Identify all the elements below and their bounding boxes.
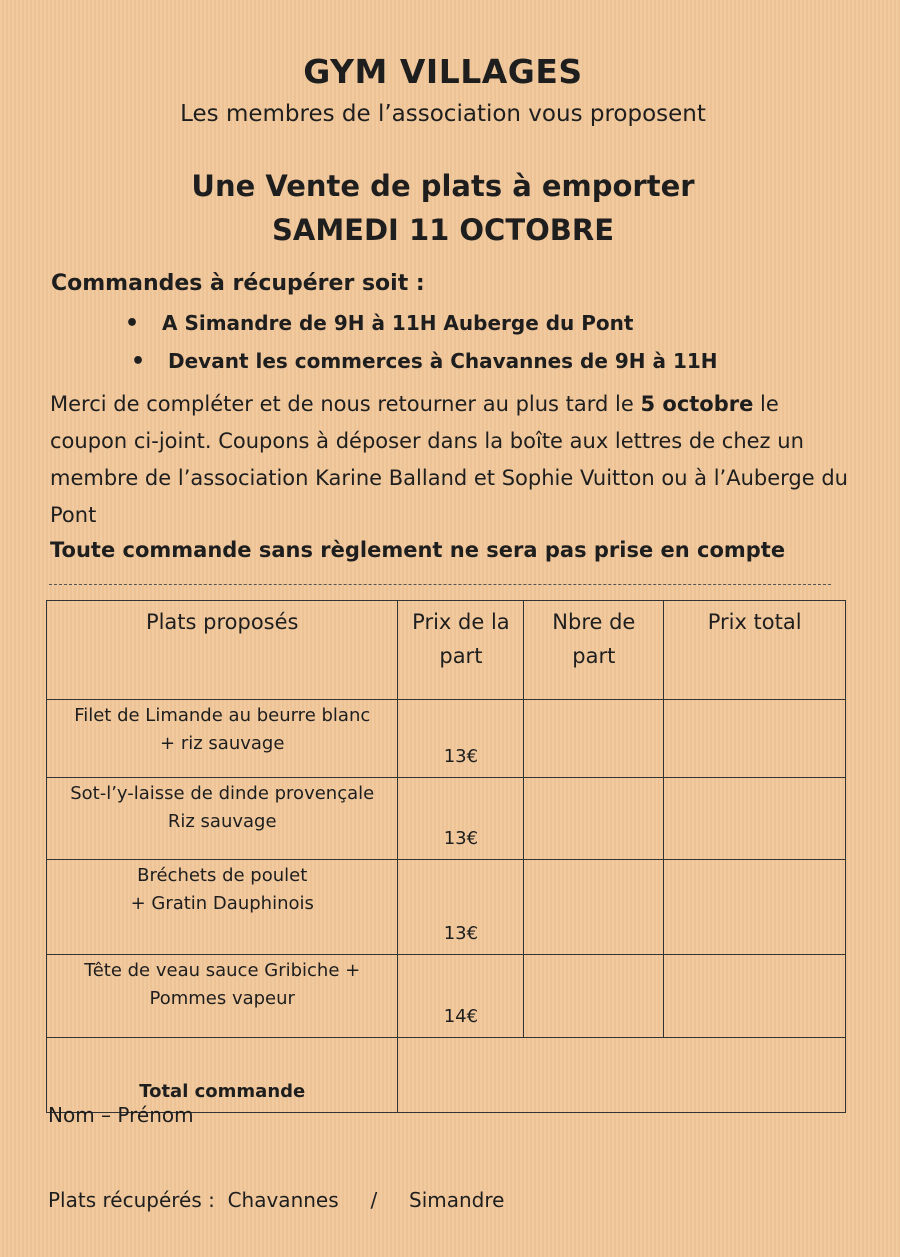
pickup-choice-chavannes[interactable]: Chavannes — [227, 1188, 339, 1212]
quantity-cell[interactable] — [524, 860, 664, 955]
total-cell[interactable] — [664, 955, 846, 1038]
unit-price: 13€ — [398, 860, 524, 955]
table-row — [47, 778, 846, 860]
total-cell[interactable] — [664, 778, 846, 860]
organization-title: GYM VILLAGES — [303, 52, 583, 91]
total-cell[interactable] — [664, 700, 846, 778]
event-title — [0, 164, 886, 252]
table-row — [47, 860, 846, 955]
instructions-text-end: le coupon ci-joint. Coupons à déposer dans la boîte aux lettres de chez un membre de l’association Karine Balland et Sophie Vuitton ou à l’Auberge du Pont — [50, 392, 848, 527]
total-cell[interactable] — [664, 860, 846, 955]
payment-warning: Toute commande sans règlement ne sera pas prise en compte — [50, 538, 786, 562]
table-row — [47, 955, 846, 1038]
dish-name: Filet de Limande au beurre blanc — [74, 705, 371, 726]
instructions-paragraph — [50, 386, 850, 534]
header-quantity-label: Nbre de part — [552, 610, 636, 668]
unit-price: 13€ — [398, 778, 524, 860]
pickup-option-chavannes — [131, 349, 718, 374]
header-unit-price — [398, 601, 524, 700]
name-field-label: Nom – Prénom — [48, 1103, 194, 1127]
table-header-row — [47, 601, 846, 700]
dish-cell — [47, 955, 398, 1038]
total-order-label: Total commande — [47, 1038, 398, 1113]
pickup-option-simandre — [125, 311, 634, 336]
dish-name: Tête de veau sauce Gribiche + — [84, 960, 361, 981]
dish-name: Sot-l’y-laisse de dinde provençale — [70, 783, 375, 804]
dish-side: + riz sauvage — [160, 733, 285, 754]
subtitle: Les membres de l’association vous proposent — [180, 101, 706, 127]
header-total-price: Prix total — [664, 601, 846, 700]
unit-price: 14€ — [398, 955, 524, 1038]
header-quantity — [524, 601, 664, 700]
header-unit-price-label: Prix de la part — [412, 610, 510, 668]
dish-cell — [47, 778, 398, 860]
total-row — [47, 1038, 846, 1113]
order-table — [46, 600, 846, 1113]
instructions-text-start: Merci de compléter et de nous retourner au plus tard le — [50, 392, 641, 416]
cut-line — [49, 584, 831, 585]
dish-cell — [47, 860, 398, 955]
table-row — [47, 700, 846, 778]
quantity-cell[interactable] — [524, 700, 664, 778]
dish-cell — [47, 700, 398, 778]
quantity-cell[interactable] — [524, 778, 664, 860]
event-date: SAMEDI 11 OCTOBRE — [271, 213, 615, 247]
total-order-value[interactable] — [398, 1038, 846, 1113]
pickup-choice-simandre[interactable]: Simandre — [409, 1188, 505, 1212]
pickup-location-field — [48, 1188, 504, 1212]
event-title-line-1: Une Vente de plats à emporter — [191, 169, 695, 203]
pickup-heading: Commandes à récupérer soit : — [51, 271, 425, 296]
bullet-icon: • — [131, 349, 146, 374]
pickup-option-text: Devant les commerces à Chavannes de 9H à 11H — [168, 349, 718, 373]
unit-price: 13€ — [398, 700, 524, 778]
header-dishes: Plats proposés — [47, 601, 398, 700]
bullet-icon: • — [125, 311, 140, 336]
dish-side: + Gratin Dauphinois — [130, 893, 314, 914]
dish-name: Bréchets de poulet — [137, 865, 308, 886]
pickup-option-text: A Simandre de 9H à 11H Auberge du Pont — [162, 311, 634, 335]
dish-side: Riz sauvage — [167, 811, 277, 832]
quantity-cell[interactable] — [524, 955, 664, 1038]
pickup-location-label: Plats récupérés : — [48, 1188, 215, 1212]
dish-side: Pommes vapeur — [149, 988, 295, 1009]
deadline-date: 5 octobre — [640, 392, 754, 416]
pickup-choice-separator: / — [370, 1188, 378, 1212]
